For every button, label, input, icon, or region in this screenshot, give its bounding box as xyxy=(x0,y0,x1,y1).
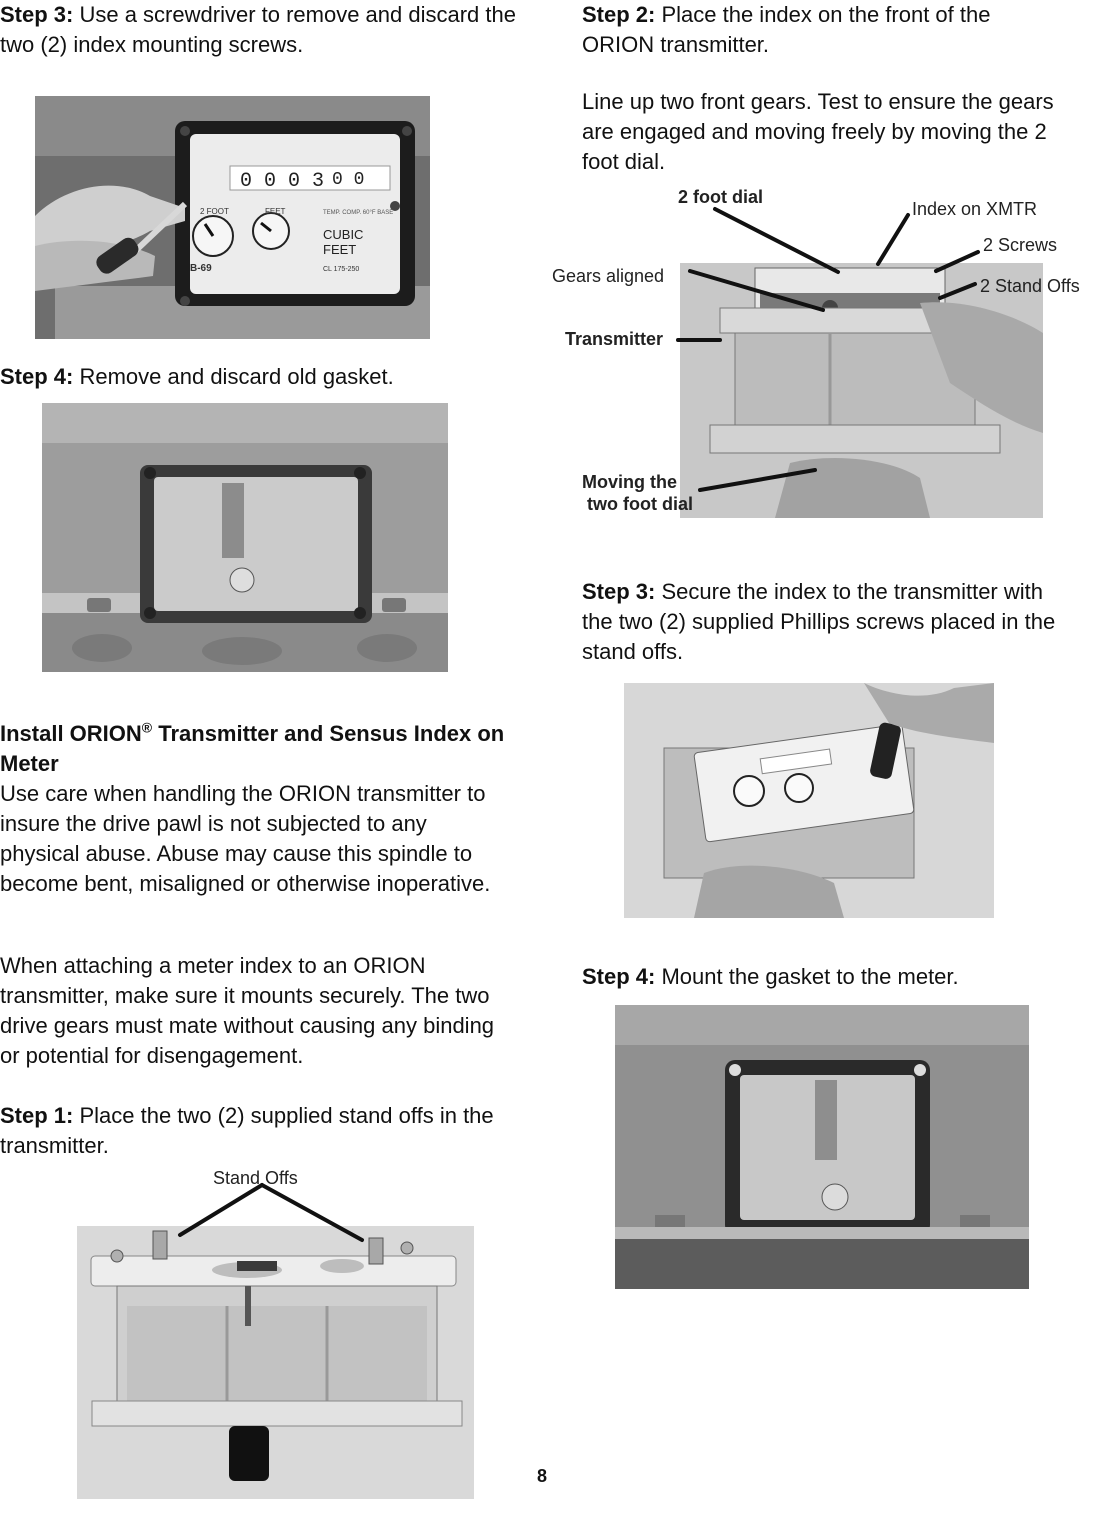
callout-moving-line1: Moving the xyxy=(582,472,677,492)
step-label: Step 4: xyxy=(0,364,74,389)
right-step2-text xyxy=(582,0,1062,60)
callout-transmitter: Transmitter xyxy=(565,329,664,349)
step-label: Step 4: xyxy=(582,964,656,989)
step-label: Step 3: xyxy=(0,2,74,27)
callout-2-foot-dial: 2 foot dial xyxy=(678,187,763,207)
leader-index xyxy=(878,215,908,264)
step-label: Step 3: xyxy=(582,579,656,604)
callout-index-on-xmtr: Index on XMTR xyxy=(912,199,1038,219)
gasket-mounted-photo xyxy=(615,1005,1029,1289)
left-step3-text xyxy=(0,0,520,60)
stand-offs-callout: Stand Offs xyxy=(213,1168,298,1188)
odometer-digits: 0 0 0 3 xyxy=(240,170,325,193)
left-step4-text xyxy=(0,362,520,392)
install-para2: When attaching a meter index to an ORION transmitter, make sure it mounts securely. The two drive gears must mate without causing any binding or potential for disengagement. xyxy=(0,953,495,1068)
unit1-label: CUBIC xyxy=(323,227,364,242)
callout-2-stand-offs: 2 Stand Offs xyxy=(980,276,1080,296)
meter-gasket-removed-photo xyxy=(42,403,448,672)
step-body: Mount the gasket to the meter. xyxy=(655,964,959,989)
step-body: Remove and discard old gasket. xyxy=(73,364,394,389)
step-body: Place the two (2) supplied stand offs in the transmitter. xyxy=(0,1103,494,1158)
install-para1: Use care when handling the ORION transmitter to insure the drive pawl is not subjected to any physical abuse. Abuse may cause this spindle to become bent, misaligned or otherwise inoperative. xyxy=(0,781,491,896)
transmitter-standoffs-photo xyxy=(77,1226,474,1499)
step-label: Step 1: xyxy=(0,1103,74,1128)
securing-index-photo xyxy=(624,683,994,918)
callout-2-screws: 2 Screws xyxy=(983,235,1058,255)
callout-gears-aligned: Gears aligned xyxy=(552,266,665,286)
step-body: Use a screwdriver to remove and discard the two (2) index mounting screws. xyxy=(0,2,516,57)
left-step1-text xyxy=(0,1101,510,1161)
step-label: Step 2: xyxy=(582,2,656,27)
temp-label: TEMP. COMP. 60°F BASE xyxy=(323,210,394,216)
dial2-label: FEET xyxy=(265,207,286,216)
step-body: Place the index on the front of the ORION transmitter. xyxy=(582,2,991,57)
unit2-label: FEET xyxy=(323,242,357,257)
right-step3-text xyxy=(582,577,1062,667)
dial1-label: 2 FOOT xyxy=(200,207,229,216)
callout-moving-line2: two foot dial xyxy=(587,494,693,514)
index-on-transmitter-photo xyxy=(680,263,1043,518)
odometer-tail: 0 0 xyxy=(332,170,365,190)
registered-mark: ® xyxy=(141,719,153,736)
index-removal-photo xyxy=(35,96,430,339)
install-heading xyxy=(0,719,520,779)
page-number: 8 xyxy=(537,1466,548,1486)
right-step4-text xyxy=(582,962,1062,992)
install-heading-a: Install ORION xyxy=(0,721,142,746)
cl-label: CL 175-250 xyxy=(323,266,360,273)
code-label: B-69 xyxy=(190,263,212,274)
step-body: Secure the index to the transmitter with the two (2) supplied Phillips screws placed in the stand offs. xyxy=(582,579,1056,664)
right-step2-text2: Line up two front gears. Test to ensure the gears are engaged and moving freely by moving the 2 foot dial. xyxy=(582,89,1054,174)
install-heading-b: Transmitter and Sensus Index on Meter xyxy=(0,721,505,776)
